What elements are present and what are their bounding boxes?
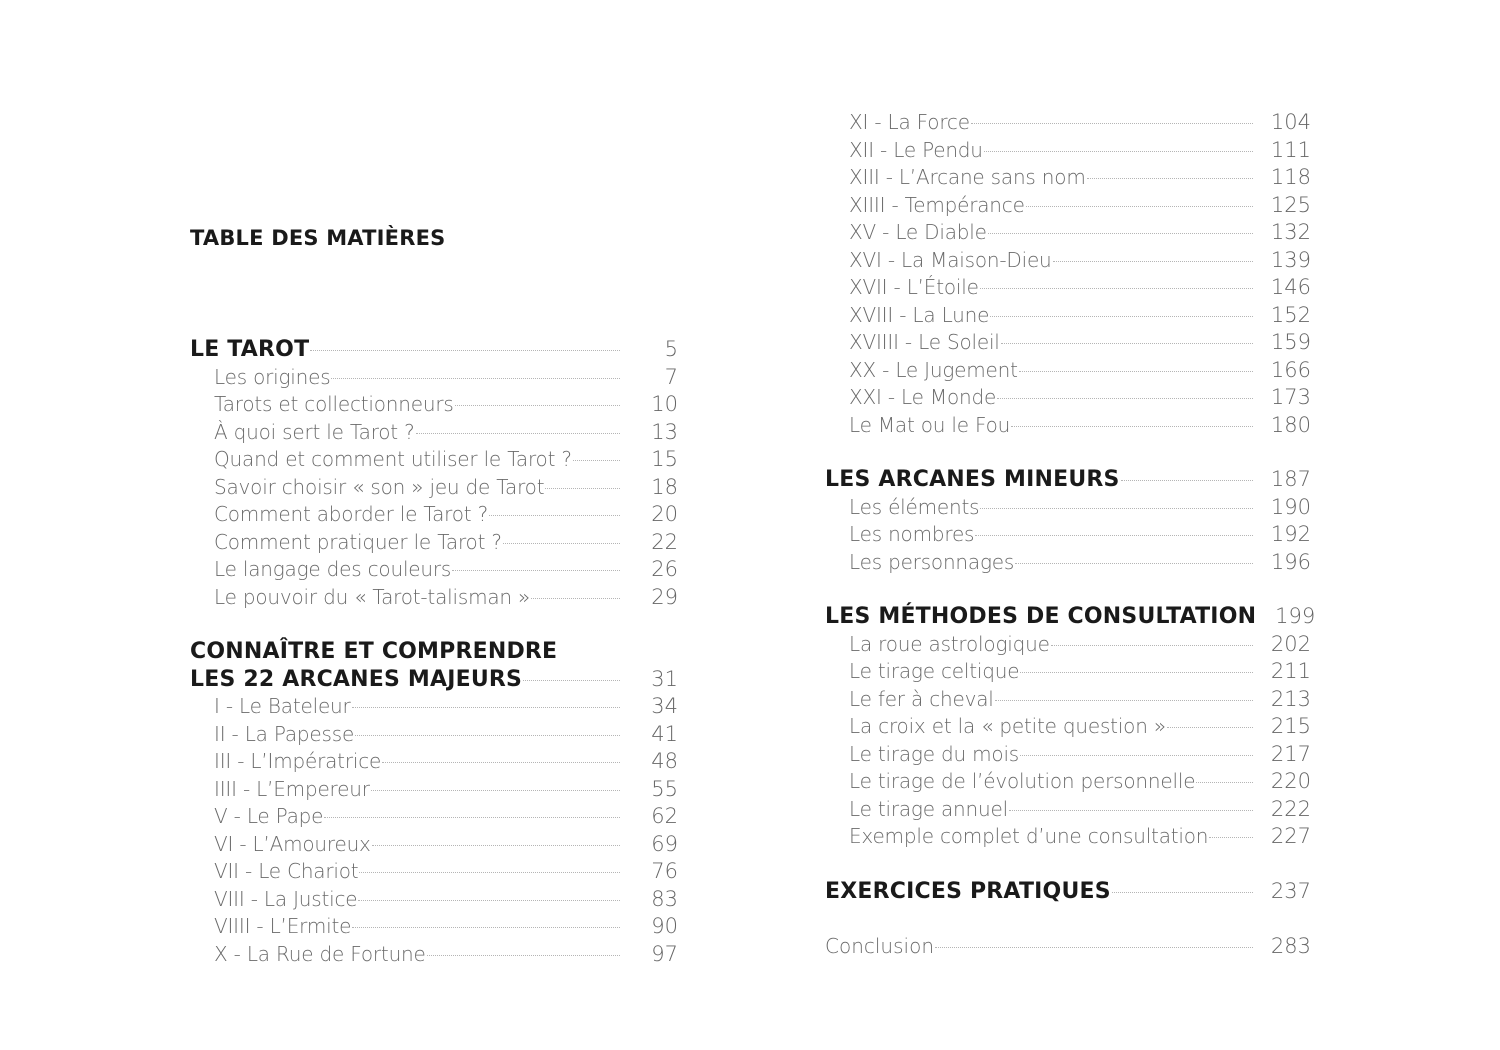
toc-entry-conclusion[interactable] [825,933,1311,961]
toc-entry[interactable] [825,686,1311,714]
page-number: 217 [1270,741,1311,766]
page-number: 55 [651,776,678,801]
entry-title: VIII - La Justice [214,886,358,911]
page-number: 69 [651,831,678,856]
page-number: 18 [651,474,678,499]
toc-entry[interactable] [190,529,678,557]
toc-section-arcanes-mineurs[interactable] [825,466,1311,494]
entry-title: IIII - L’Empereur [214,776,370,801]
page-number: 34 [651,694,678,718]
dot-leader [980,508,1253,509]
toc-entry[interactable] [825,302,1311,330]
page-number: 97 [651,941,678,966]
page-number: 90 [651,914,678,938]
dot-leader [1112,892,1253,893]
dot-leader [359,872,620,873]
dot-leader [1020,672,1253,673]
dot-leader [975,535,1253,536]
toc-entry[interactable] [825,823,1311,851]
dot-leader [1167,727,1253,728]
dot-leader [355,735,620,736]
section-title: LES 22 ARCANES MAJEURS [190,666,523,692]
page-number: 146 [1270,275,1311,299]
page-number: 173 [1270,385,1311,409]
entry-title: Comment aborder le Tarot ? [214,502,488,526]
entry-title: Le tirage celtique [849,659,1020,683]
page-number: 159 [1270,330,1311,354]
toc-left-column [190,336,678,968]
entry-title: XVI - La Maison-Dieu [849,247,1052,272]
page-number: 13 [651,419,678,444]
toc-entry[interactable] [825,192,1311,220]
toc-entry[interactable] [190,419,678,447]
toc-entry[interactable] [190,748,678,776]
page-number: 111 [1270,137,1311,162]
toc-entry[interactable] [825,329,1311,357]
toc-section-methodes-consultation[interactable] [825,603,1316,631]
toc-entry[interactable] [190,776,678,804]
page-number: 283 [1270,933,1311,958]
dot-leader [1051,645,1253,646]
entry-title: Le Mat ou le Fou [849,412,1011,437]
dot-leader [531,598,620,599]
section-title-line1: CONNAÎTRE ET COMPRENDRE [190,639,558,664]
dot-leader [455,405,620,406]
page-number: 222 [1270,796,1311,821]
page-number: 180 [1270,412,1311,437]
dot-leader [352,707,620,708]
dot-leader [1209,837,1253,838]
toc-entry[interactable] [190,501,678,529]
entry-title: Le pouvoir du « Tarot-talisman » [214,584,531,609]
entry-title: XVII - L’Étoile [849,275,979,299]
page-number: 5 [664,337,678,361]
page-number: 83 [651,886,678,911]
entry-title: Les origines [214,364,331,389]
dot-leader [382,762,620,763]
toc-entry[interactable] [825,137,1311,165]
page-number: 125 [1270,192,1311,217]
entry-title: Le tirage annuel [849,796,1008,821]
entry-title: Savoir choisir « son » jeu de Tarot [214,474,545,499]
page-number: 26 [651,557,678,581]
toc-entry[interactable] [190,721,678,749]
entry-title: Le langage des couleurs [214,557,452,581]
entry-title: I - Le Bateleur [214,694,351,718]
dot-leader [503,543,620,544]
toc-entry[interactable] [825,219,1311,247]
page-number: 48 [651,749,678,773]
toc-entry[interactable] [190,584,678,612]
page-number: 7 [664,364,678,389]
toc-entry[interactable] [825,631,1311,659]
page-number: 31 [651,666,678,691]
toc-entry[interactable] [190,446,678,474]
dot-leader [352,927,620,928]
entry-title: Conclusion [825,933,934,958]
dot-leader [1196,782,1253,783]
entry-title: V - Le Pape [214,804,324,828]
toc-entry[interactable] [190,831,678,859]
toc-section-exercices-pratiques[interactable] [825,878,1311,906]
section-title: LE TAROT [190,337,310,362]
dot-leader [995,700,1253,701]
entry-title: Tarots et collectionneurs [214,392,454,416]
toc-entry[interactable] [825,494,1311,522]
page-number: 187 [1270,467,1311,491]
dot-leader [984,151,1253,152]
entry-title: Le tirage de l’évolution personnelle [849,769,1196,793]
dot-leader [573,460,620,461]
entry-title: X - La Rue de Fortune [214,941,426,966]
dot-leader [1001,343,1253,344]
dot-leader [1011,426,1253,427]
dot-leader [310,350,620,351]
page-number: 118 [1270,165,1311,189]
toc-entry[interactable] [825,768,1311,796]
page-number: 202 [1270,631,1311,656]
entry-title: XX - Le Jugement [849,357,1018,382]
dot-leader [1087,178,1253,179]
toc-entry[interactable] [825,658,1311,686]
dot-leader [1026,206,1253,207]
toc-entry[interactable] [825,412,1311,440]
toc-entry[interactable] [190,391,678,419]
toc-entry[interactable] [825,357,1311,385]
section-title: LES MÉTHODES DE CONSULTATION [825,604,1257,629]
entry-title: Les éléments [849,494,980,519]
page-number: 192 [1270,522,1311,546]
entry-title: III - L’Impératrice [214,749,382,773]
page-number: 104 [1270,110,1311,134]
page-number: 62 [651,804,678,828]
toc-section-arcanes-majeurs[interactable] [190,666,678,694]
entry-title: XIII - L’Arcane sans nom [849,165,1086,189]
dot-leader [523,680,620,681]
toc-entry[interactable] [190,858,678,886]
page-number: 213 [1270,686,1311,711]
dot-leader [545,488,620,489]
dot-leader [1019,371,1253,372]
toc-entry[interactable] [825,741,1311,769]
toc-entry[interactable] [825,549,1311,577]
dot-leader [331,378,620,379]
entry-title: VI - L’Amoureux [214,831,371,856]
entry-title: XV - Le Diable [849,220,987,244]
toc-entry[interactable] [190,474,678,502]
entry-title: VII - Le Chariot [214,859,359,883]
dot-leader [416,433,620,434]
dot-leader [358,900,620,901]
entry-title: À quoi sert le Tarot ? [214,419,415,444]
toc-entry[interactable] [825,713,1311,741]
dot-leader [990,316,1253,317]
page-number: 166 [1270,357,1311,382]
section-title: EXERCICES PRATIQUES [825,878,1111,904]
entry-title: XI - La Force [849,110,970,134]
dot-leader [980,288,1253,289]
dot-leader [372,845,620,846]
toc-entry[interactable] [190,886,678,914]
toc-entry[interactable] [825,164,1311,192]
entry-title: XVIIII - Le Soleil [849,330,1000,354]
entry-title: Comment pratiquer le Tarot ? [214,529,502,554]
toc-entry[interactable] [825,796,1311,824]
entry-title: Les nombres [849,522,975,546]
dot-leader [1020,755,1253,756]
dot-leader [1121,480,1253,481]
entry-title: XVIII - La Lune [849,302,990,327]
page-number: 15 [651,447,678,471]
page-number: 139 [1270,247,1311,272]
dot-leader [452,570,620,571]
page-number: 211 [1270,659,1311,683]
entry-title: La croix et la « petite question » [849,714,1166,738]
section-title: LES ARCANES MINEURS [825,467,1120,492]
page-number: 41 [651,721,678,746]
toc-entry[interactable] [190,556,678,584]
page-number: 220 [1270,769,1311,793]
entry-title: Quand et comment utiliser le Tarot ? [214,447,572,471]
entry-title: XIIII - Tempérance [849,192,1025,217]
entry-title: La roue astrologique [849,631,1050,656]
toc-entry[interactable] [190,941,678,969]
entry-title: Le fer à cheval [849,686,994,711]
dot-leader [324,817,620,818]
toc-entry[interactable] [190,364,678,392]
dot-leader [427,955,620,956]
toc-entry[interactable] [190,913,678,941]
page-number: 199 [1275,604,1316,628]
dot-leader [988,233,1253,234]
page-number: 227 [1270,824,1311,848]
page-title: TABLE DES MATIÈRES [190,226,446,250]
page-number: 196 [1270,549,1311,574]
dot-leader [371,790,620,791]
entry-title: Le tirage du mois [849,741,1020,766]
toc-entry[interactable] [825,521,1311,549]
toc-entry[interactable] [825,109,1311,137]
page-number: 76 [651,859,678,883]
entry-title: Exemple complet d’une consultation [849,824,1209,848]
dot-leader [935,947,1253,948]
dot-leader [997,398,1253,399]
page-number: 190 [1270,494,1311,519]
page-number: 237 [1270,878,1311,903]
page-number: 10 [651,392,678,416]
toc-entry[interactable] [825,274,1311,302]
page-number: 29 [651,584,678,609]
page-number: 20 [651,502,678,526]
dot-leader [489,515,620,516]
toc-entry[interactable] [825,384,1311,412]
dot-leader [1015,563,1253,564]
page-number: 152 [1270,302,1311,327]
toc-entry[interactable] [190,803,678,831]
toc-right-column [825,109,1316,960]
dot-leader [971,123,1253,124]
entry-title: II - La Papesse [214,721,355,746]
page-number: 22 [651,529,678,554]
toc-section-le-tarot[interactable] [190,336,678,364]
dot-leader [1009,810,1253,811]
toc-entry[interactable] [190,693,678,721]
entry-title: VIIII - L’Ermite [214,914,352,938]
dot-leader [1053,261,1253,262]
entry-title: XXI - Le Monde [849,385,997,409]
entry-title: Les personnages [849,549,1015,574]
page-number: 215 [1270,714,1311,738]
page-number: 132 [1270,220,1311,244]
toc-entry[interactable] [825,247,1311,275]
entry-title: XII - Le Pendu [849,137,983,162]
